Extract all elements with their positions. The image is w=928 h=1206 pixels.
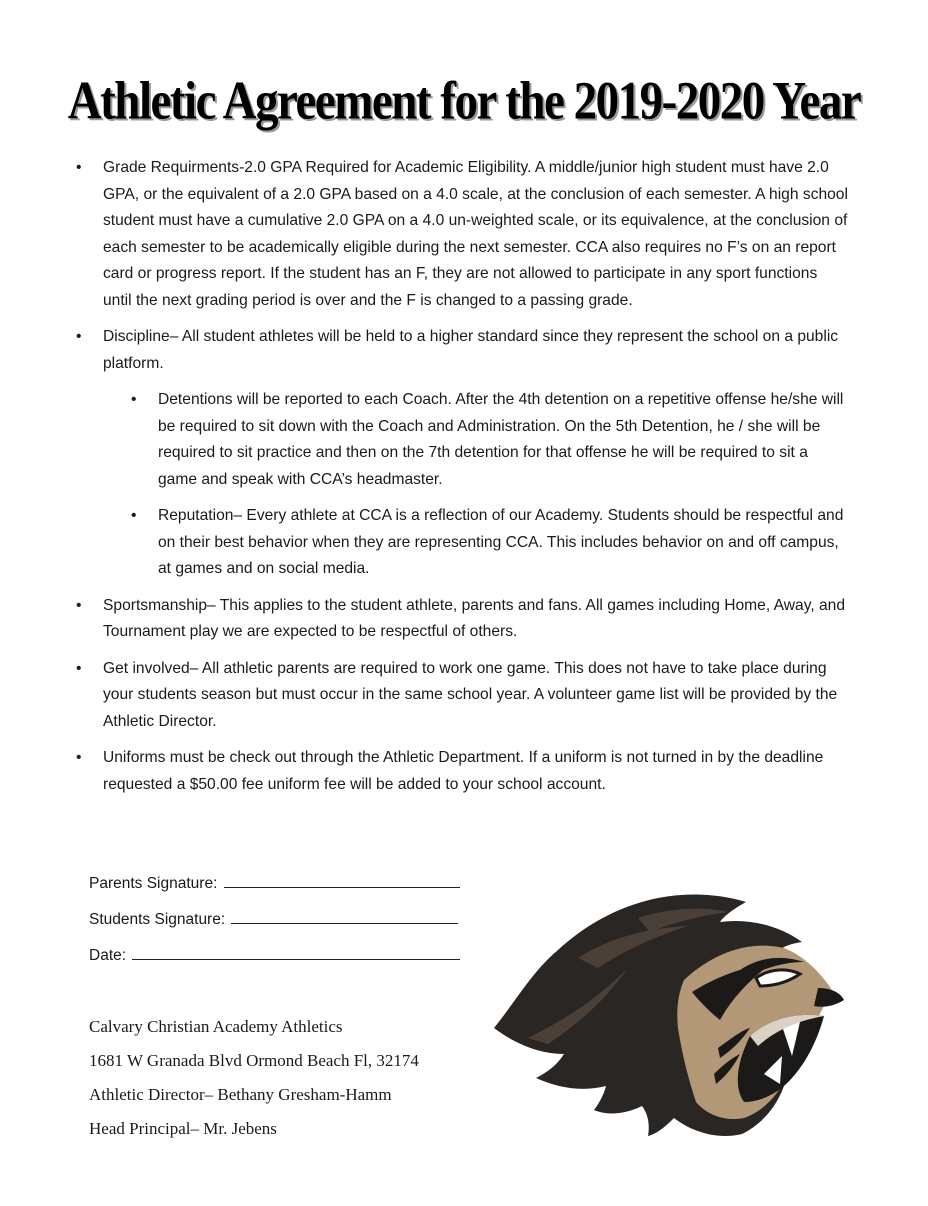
head-principal: Head Principal– Mr. Jebens: [89, 1119, 277, 1138]
parents-signature-label: Parents Signature:: [89, 875, 218, 892]
students-signature-label: Students Signature:: [89, 911, 226, 928]
list-item-uniforms: • Uniforms must be check out through the Athletic Department. If a uniform is not turned in by the deadline requested a $50.00 fee uniform fee will be added to your school account.: [103, 745, 848, 798]
students-signature-line: [89, 902, 460, 938]
list-item-sportsmanship: • Sportsmanship– This applies to the student athlete, parents and fans. All games including Home, Away, and Tournament play we are expected to be respectful of others.: [103, 593, 848, 646]
list-item-get-involved: • Get involved– All athletic parents are required to work one game. This does not have to take place during your students season but must occur in the same school year. A volunteer game list will be provided by the Athletic Director.: [103, 656, 848, 736]
page-title: Athletic Agreement for the 2019-2020 Year: [67, 71, 861, 131]
signature-block: [89, 866, 460, 974]
sub-item-reputation: • Reputation– Every athlete at CCA is a reflection of our Academy. Students should be respectful and on their best behavior when they are representing CCA. This includes behavior on and off campus, at games and on social media.: [158, 503, 848, 583]
students-signature-field[interactable]: [231, 905, 458, 924]
school-address: 1681 W Granada Blvd Ormond Beach Fl, 32174: [89, 1051, 419, 1070]
date-line: [89, 938, 460, 974]
lion-mascot-logo: [488, 888, 850, 1138]
parents-signature-line: [89, 866, 460, 902]
athletic-director: Athletic Director– Bethany Gresham-Hamm: [89, 1085, 392, 1104]
sub-item-detentions: • Detentions will be reported to each Coach. After the 4th detention on a repetitive offense he/she will be required to sit down with the Coach and Administration. On the 5th Detention, he / she will be required to sit practice and then on the 7th detention for that offense he will be required to sit a game and speak with CCA’s headmaster.: [158, 387, 848, 493]
list-item-grade-requirements: • Grade Requirments-2.0 GPA Required for Academic Eligibility. A middle/junior high student must have 2.0 GPA, or the equivalent of a 2.0 GPA based on a 4.0 scale, at the conclusion of each semester. A high school student must have a cumulative 2.0 GPA on a 4.0 un-weighted scale, or its equivalence, at the conclusion of each semester to be academically eligible during the next semester. CCA also requires no F’s on an report card or progress report. If the student has an F, they are not allowed to participate in any sport functions until the next grading period is over and the F is changed to a passing grade.: [103, 155, 848, 314]
parents-signature-field[interactable]: [224, 869, 460, 888]
agreement-list: [103, 155, 848, 808]
date-field[interactable]: [132, 941, 460, 960]
footer-info: [89, 1010, 419, 1146]
list-item-discipline: • Discipline– All student athletes will be held to a higher standard since they represent the school on a public platform.: [103, 324, 848, 377]
date-label: Date:: [89, 947, 127, 964]
school-name: Calvary Christian Academy Athletics: [89, 1017, 343, 1036]
